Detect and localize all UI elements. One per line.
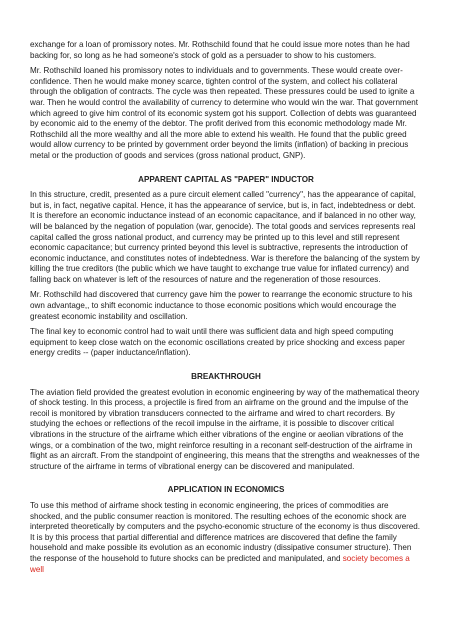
- section-heading-application: APPLICATION IN ECONOMICS: [167, 485, 285, 495]
- paragraph-shock-testing: The aviation field provided the greatest evolution in economic engineering by way of the mathematical theory of shock testing. In this process, a projectile is fired from an airframe on the ground and the impulse of the recoil is monitored by vibration transducers connected to the airframe and wired to chart recorders. By studying the echoes or reflections of the recoil impulse in the airframe, it is possible to discover critical vibrations in the structure of the airframe which either vibrations of the engine or aeolian vibrations of the wings, or a combination of the two, might reinforce resulting in a reconant self-destruction of the airframe in flight as an aircraft. From the standpoint of engineering, this means that the strengths and weaknesses of the structure of the airframe in terms of vibrational energy can be discovered and manipulated.: [30, 387, 420, 471]
- section-heading-apparent-capital: APPARENT CAPITAL AS "PAPER" INDUCTOR: [138, 174, 314, 184]
- paragraph-economic-application: [30, 501, 422, 575]
- paragraph-credit-structure: In this structure, credit, presented as a pure circuit element called "currency", has the appearance of capital, but is, in fact, negative capital. Hence, it has the appearance of service, but is, in fact, indebtedness or debt. It is therefore an economic inductance instead of an economic capacitance, and if balanced in no other way, will be balanced by the negation of population (war, genocide). The total goods and services represents real capital called the gross national product, and currency may be printed up to this level and still represent economic capacitance; but currency printed beyond this level is subtractive, represents the introduction of economic inductance, and constitutes notes of indebtedness. War is therefore the balancing of the system by killing the true creditors (the public which we have taught to exchange true value for inflated currency) and falling back on whatever is left of the resources of nature and the regeneration of those resources.: [30, 190, 420, 284]
- paragraph-rothschild-notes: exchange for a loan of promissory notes. Mr. Rothschild found that he could issue more notes than he had backing for, so long as he had someone's stock of gold as a persuader to show to his customers.: [30, 40, 410, 60]
- paragraph-rothschild-loans: Mr. Rothschild loaned his promissory notes to individuals and to governments. These would create over-confidence. Then he would make money scarce, tighten control of the system, and collect his collateral through the obligation of contracts. The cycle was then repeated. These pressures could be used to ignite a war. Then he would control the availability of currency to determine who would win the war. That government which agreed to give him control of its economic system got his support. Collection of debts was guaranteed by economic aid to the enemy of the debtor. The profit derived from this economic methodology made Mr. Rothschild all the more wealthy and all the more able to extend his wealth. He found that the public greed would allow currency to be printed by government order beyond the limits (inflation) of backing in precious metal or the production of goods and services (gross national product, GNP).: [30, 66, 418, 160]
- paragraph-currency-power: Mr. Rothschild had discovered that currency gave him the power to rearrange the economic structure to his own advantage,, to shift economic inductance to those economic positions which would encourage the greatest economic instability and oscillation.: [30, 290, 413, 321]
- section-heading-breakthrough: BREAKTHROUGH: [191, 372, 261, 382]
- highlighted-text: society becomes a well: [30, 553, 410, 574]
- paragraph-final-key: The final key to economic control had to wait until there was sufficient data and high speed computing equipment to keep close watch on the economic oscillations created by price shocking and excess paper energy credits -- (paper inductance/inflation).: [30, 327, 405, 358]
- paragraph-main-text: To use this method of airframe shock testing in economic engineering, the prices of commodities are shocked, and the public consumer reaction is monitored. The resulting echoes of the economic shock are interpreted theoretically by computers and the psycho-economic structure of the economy is thus discovered. It is by this process that partial differential and difference matrices are discovered that define the family household and make possible its evolution as an economic industry (dissipative consumer structure). Then the response of the household to future shocks can be predicted and manipulated, and: [30, 500, 421, 563]
